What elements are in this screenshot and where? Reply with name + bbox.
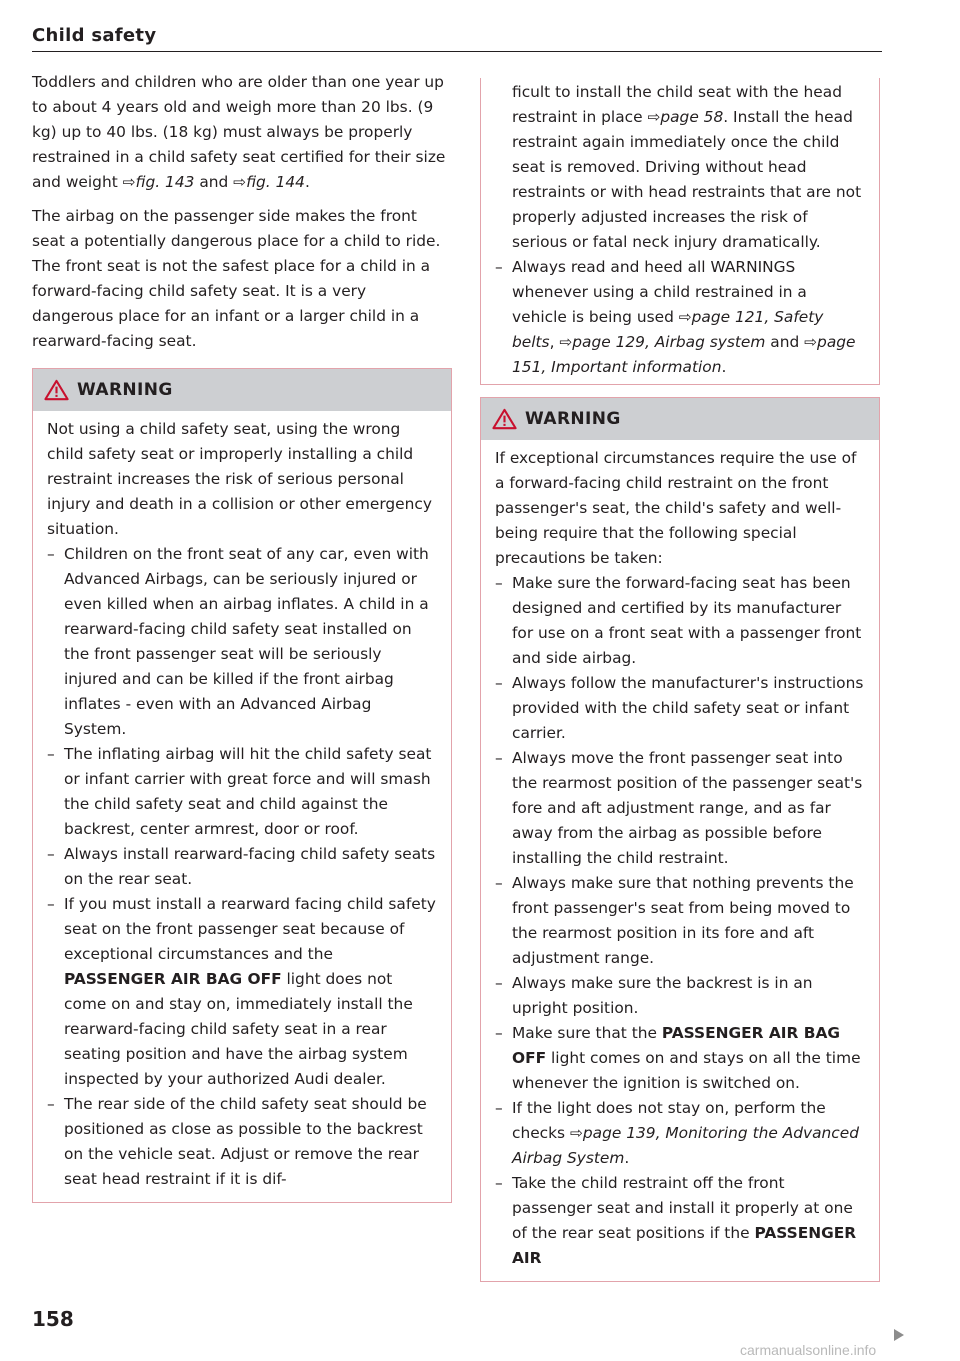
warning-list xyxy=(495,255,865,380)
warning-title: WARNING xyxy=(525,408,621,429)
figure-reference-link[interactable]: ⇨fig. 143 xyxy=(122,173,195,191)
left-column xyxy=(32,70,452,1203)
list-item: – Always install rearward-facing child safety seats on the rear seat. xyxy=(47,842,437,892)
continued-text: ficult to install the child seat with the head restraint in place ⇨page 58. Install the head restraint again immediately once the child seat is removed. Driving without head restraints or with head restraints that are not properly adjusted increases the risk of serious or fatal neck injury dramatically. xyxy=(512,83,862,251)
page-reference-link[interactable]: ⇨page 129, Airbag system xyxy=(559,333,766,351)
warning-header xyxy=(481,398,879,440)
warning-list xyxy=(47,542,437,1192)
list-item: – Make sure that the PASSENGER AIR BAG OFF light comes on and stays on all the time whenever the ignition is switched on. xyxy=(495,1021,865,1096)
page-reference-link[interactable]: ⇨page 139, Monitoring the Advanced Airbag System xyxy=(512,1124,860,1167)
page-reference-link[interactable]: ⇨page 121, Safety belts xyxy=(512,308,824,351)
warning-title: WARNING xyxy=(77,379,173,400)
list-item: – The rear side of the child safety seat should be positioned as close as possible to the backrest on the vehicle seat. Adjust or remove the rear seat head restraint if it is dif- xyxy=(47,1092,437,1192)
page-title: Child safety xyxy=(32,25,157,46)
list-item: – Always make sure that nothing prevents the front passenger's seat from being moved to the rearmost position in its fore and aft adjustment range. xyxy=(495,871,865,971)
continue-arrow-icon xyxy=(893,1329,904,1341)
intro-paragraph: Toddlers and children who are older than one year up to about 4 years old and weigh more than 20 lbs. (9 kg) up to 40 lbs. (18 kg) must always be properly restrained in a child safety seat certified for their size and weight ⇨fig. 143 and ⇨fig. 144. xyxy=(32,73,446,191)
airbag-paragraph: The airbag on the passenger side makes the front seat a potentially dangerous place for a child to ride. The front seat is not the safest place for a child in a forward-facing child safety seat. It is a very dangerous place for an infant or a larger child in a rearward-facing seat. xyxy=(32,207,441,350)
list-item: – The inflating airbag will hit the child safety seat or infant carrier with great force and will smash the child safety seat and child against the backrest, center armrest, door or roof. xyxy=(47,742,437,842)
page-reference-link[interactable]: ⇨page 58 xyxy=(647,108,724,126)
list-item: – Always follow the manufacturer's instructions provided with the child safety seat or infant carrier. xyxy=(495,671,865,746)
list-item: – Make sure the forward-facing seat has been designed and certified by its manufacturer for use on a front seat with a passenger front and side airbag. xyxy=(495,571,865,671)
list-item: – Children on the front seat of any car, even with Advanced Airbags, can be seriously injured or even killed when an airbag inflates. A child in a rearward-facing child safety seat installed on the front passenger seat will be seriously injured and can be killed if the front airbag inflates - even with an Advanced Airbag System. xyxy=(47,542,437,742)
warning-box xyxy=(32,368,452,1203)
list-item: – If you must install a rearward facing child safety seat on the front passenger seat because of exceptional circumstances and the PASSENGER AIR BAG OFF light does not come on and stay on, immediately install the rearward-facing child safety seat in a rear seating position and have the airbag system inspected by your authorized Audi dealer. xyxy=(47,892,437,1092)
warning-header xyxy=(33,369,451,411)
warning-intro: Not using a child safety seat, using the wrong child safety seat or improperly installing a child restraint increases the risk of serious personal injury and death in a collision or other emergency situation. xyxy=(47,420,432,538)
figure-reference-link[interactable]: ⇨fig. 144 xyxy=(233,173,305,191)
page-number: 158 xyxy=(32,1307,74,1331)
list-item: – Always move the front passenger seat into the rearmost position of the passenger seat's fore and aft adjustment range, and as far away from the airbag as possible before installing the child restraint. xyxy=(495,746,865,871)
precautions-list xyxy=(495,571,865,1271)
header-rule xyxy=(32,51,882,52)
right-column xyxy=(480,78,880,1282)
list-item: – If the light does not stay on, perform the checks ⇨page 139, Monitoring the Advanced Airbag System. xyxy=(495,1096,865,1171)
list-item: – Always read and heed all WARNINGS whenever using a child restrained in a vehicle is being used ⇨page 121, Safety belts, ⇨page 129, Airbag system and ⇨page 151, Important information. xyxy=(495,255,865,380)
warning-triangle-icon xyxy=(492,408,517,430)
list-item: – Always make sure the backrest is in an upright position. xyxy=(495,971,865,1021)
page-reference-link[interactable]: ⇨page 151, Important information xyxy=(512,333,856,376)
warning-triangle-icon xyxy=(44,379,69,401)
watermark: carmanualsonline.info xyxy=(740,1342,877,1358)
list-item: – Take the child restraint off the front passenger seat and install it properly at one of the rear seat positions if the PASSENGER AIR xyxy=(495,1171,865,1271)
warning-continuation-box xyxy=(480,78,880,385)
warning-intro: If exceptional circumstances require the use of a forward-facing child restraint on the front passenger's seat, the child's safety and well-being require that the following special precautions be taken: xyxy=(495,449,857,567)
warning-box xyxy=(480,397,880,1282)
